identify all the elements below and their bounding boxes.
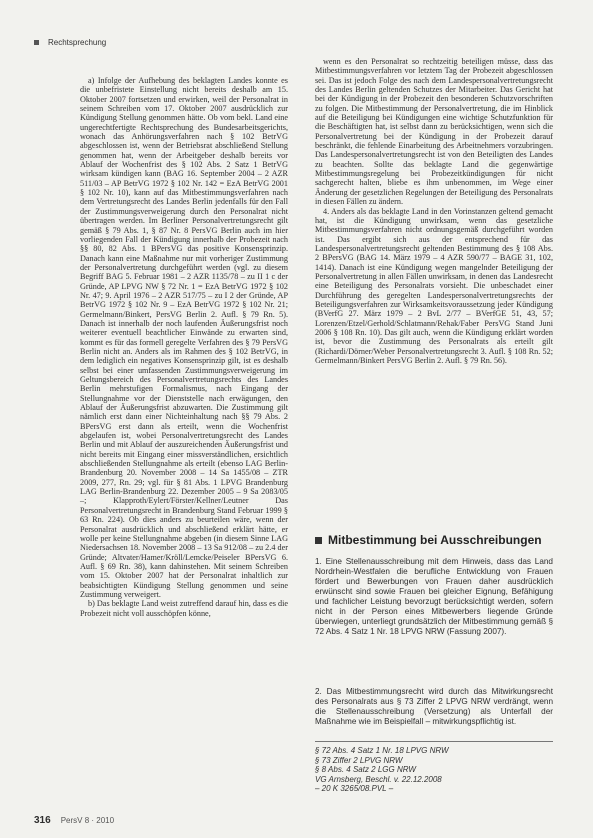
reference-line: § 72 Abs. 4 Satz 1 Nr. 18 LPVG NRW (315, 746, 449, 755)
header-section-title: Rechtsprechung (48, 38, 107, 47)
left-column (80, 76, 288, 618)
paragraph: a) Infolge der Aufhebung des beklagten Landes konnte es die unbefristete Einstellung nicht bereits deshalb am 15. Oktober 2007 fortsetzen und erwirken, weil der Personalrat in seinem Schreiben vom 17. Oktober 2007 ausdrücklich zur Kündigung Stellung genommen hätte. Ob vom bekl. Land eine ungerechtfertigte Rechtsprechung des Bundesarbeitsgerichts, wonach das Anhörungsverfahren nach § 102 BetrVG abgeschlossen ist, wenn der Betriebsrat abschließend Stellung genommen hat, wenn der Arbeitgeber deshalb bereits vor Ablauf der Wochenfrist des § 102 Abs. 2 Satz 1 BetrVG wirksam kündigen kann (BAG 16. September 2004 – 2 AZR 511/03 – AP BetrVG 1972 § 102 Nr. 142 = EzA BetrVG 2001 § 102 Nr. 10), kann auf das Mitbestimmungsverfahren nach dem Vertretungsrecht des Landes Berlin jedenfalls für den Fall der Zustimmungsverweigerung durch den Personalrat nicht übertragen werden. Im Berliner Personalvertretungsrecht gilt gemäß § 79 Abs. 1, § 87 Nr. 8 PersVG Berlin auch im hier vorliegenden Fall der Kündigung innerhalb der Probezeit nach §§ 80, 82 Abs. 1 BPersVG das positive Konsensprinzip. Danach kann eine Maßnahme nur mit vorheriger Zustimmung der Personalvertretung durchgeführt werden (vgl. zu diesem Begriff BAG 5. Februar 1981 – 2 AZR 1135/78 – zu II 1 c der Gründe, AP LPVG NW § 72 Nr. 1 = EzA BetrVG 1972 § 102 Nr. 47; 9. April 1976 – 2 AZR 517/75 – zu I 2 der Gründe, AP BetrVG 1972 § 102 Nr. 9 – EzA BetrVG 1972 § 102 Nr. 21; Germelmann/Binkert, PersVG Berlin 2. Aufl. § 79 Rn. 5). Danach ist innerhalb der noch laufenden Äußerungsfrist noch weiterer eventuell beachtlicher Einwände zu erwarten sind, kommt es für das formell geregelte Verfahren des § 79 PersVG Berlin nicht an. Anders als im Rahmen des § 102 BetrVG, in dem lediglich ein negatives Konsensprinzip gilt, ist es deshalb selbst bei einer umfassenden Zustimmungsverweigerung im Geltungsbereich des Personalvertretungsrechts des Landes Berlin mehrstufigen Formalismus, nach Eingang der Stellungnahme vor der Dienststelle nach erwägungen, den Ablauf der Äußerungsfrist abzuwarten. Die Zustimmung gilt nämlich erst dann einer Nichteinhaltung nach §§ 79 Abs. 2 BPersVG erst dann als erteilt, wenn die Wochenfrist abgelaufen ist, wobei Personalvertretungsrecht des Landes Berlin und mit Ablauf der auszureichenden Äußerungsfrist und nicht bereits mit Eingang einer missverständlichen, ersichtlich abschließenden Stellungnahme als erteilt (ebenso LAG Berlin-Brandenburg 20. November 2008 – 14 Sa 1455/08 – ZTR 2009, 277, Rn. 29; vgl. für § 81 Abs. 1 LPVG Brandenburg LAG Berlin-Brandenburg 22. Dezember 2005 – 9 Sa 2083/05 –; Klapproth/Eylert/Förster/Kellner/Leutner Das Personalvertretungsrecht in Brandenburg Stand Februar 1999 § 63 Rn. 224). Ob dies anders zu beurteilen wäre, wenn der Personalrat ausdrücklich und abschließend erklärt hätte, er wolle per keine Stellungnahme abgeben (in diesem Sinne LAG Niedersachsen 18. November 2008 – 13 Sa 912/08 – zu 2.4 der Gründe; Altvater/Hamer/Kröll/Lemcke/Peiseler BPersVG 6. Aufl. § 69 Rn. 38), kann dahinstehen. Mit seinem Schreiben vom 15. Oktober 2007 hat der Personalrat inhaltlich zur beabsichtigten Kündigung Stellung genommen und seine Zustimmung verweigert. (80, 76, 288, 599)
paragraph: b) Das beklagte Land weist zutreffend darauf hin, dass es die Probezeit nicht voll ausschöpfen könne, (80, 599, 288, 618)
page-number: 316 (34, 815, 51, 826)
running-header (34, 38, 106, 47)
section-title: Mitbestimmung bei Ausschreibungen (328, 533, 542, 547)
paragraph: 4. Anders als das beklagte Land in den Vorinstanzen geltend gemacht hat, ist die Kündigung unwirksam, wenn das gesetzliche Mitbestimmungsverfahren nicht ordnungsgemäß durchgeführt worden ist. Das ergibt sich aus der entsprechend für das Landespersonalvertretungsrecht geltenden Bestimmung des § 108 Abs. 2 BPersVG (BAG 14. März 1979 – 4 AZR 590/77 – BAGE 31, 102, 1414). Danach ist eine Kündigung wegen mangelnder Beteiligung der Personalvertretung in allen Fällen unwirksam, in denen das Landesrecht eine Beteiligung des Personalrats vorsieht. Die unbeschadet einer Durchführung des geregelten Landespersonalvertretungsrechts der Beteiligungsverfahren zur Wirksamkeitsvoraussetzung jeder Kündigung (BVerfG 27. März 1979 – 2 BvL 2/77 – BVerfGE 51, 43, 57; Lorenzen/Etzel/Gerhold/Schlatmann/Rehak/Faber PersVG Stand Juni 2006 § 108 Rn. 10). Das gilt auch, wenn die Kündigung erklärt worden ist, bevor die Zustimmung des Personalrats als erteilt gilt (Richardi/Dörner/Weber Personalvertretungsrecht 3. Aufl. § 108 Rn. 52; Germelmann/Binkert PersVG Berlin 2. Aufl. § 79 Rn. 56). (315, 206, 553, 365)
legal-references (315, 746, 553, 794)
guiding-principle-1: 1. Eine Stellenausschreibung mit dem Hinweis, dass das Land Nordrhein-Westfalen die berufliche Entwicklung von Frauen fördert und Bewerbungen von Frauen daher ausdrücklich erwünscht sind sowie Frauen bei gleicher Eignung, Befähigung und fachlicher Leistung bevorzugt berücksichtigt werden, sofern nicht in der Person eines Mitbewerbers liegende Gründe überwiegen, unterliegt grundsätzlich der Mitbestimmung gemäß § 72 Abs. 4 Satz 1 Nr. 18 LPVG NRW (Fassung 2007). (315, 557, 553, 636)
section-heading (315, 533, 553, 547)
header-square-icon (34, 40, 39, 45)
divider (315, 741, 553, 742)
reference-line: § 8 Abs. 4 Satz 2 LGG NRW (315, 765, 416, 774)
page-footer (34, 815, 114, 826)
reference-line: VG Arnsberg, Beschl. v. 22.12.2008 (315, 774, 442, 784)
paragraph: wenn es den Personalrat so rechtzeitig beteiligen müsse, dass das Mitbestimmungsverfahren vor letztem Tag der Probezeit abgeschlossen sei. Das ist jedoch Folge des nach dem Landespersonalvertretungsrecht des Landes Berlin geltenden Schutzes der Mitarbeiter. Das Gericht hat bei der Kündigung in der Probezeit den besonderen Schutzvorschriften zu folgen. Die Mitbestimmung der Personalvertretung, die im Hinblick auf die Beteiligung bei Kündigungen eine wichtige Schutzfunktion für die Beschäftigten hat, ist selbst dann zu berücksichtigen, wenn sich die Personalvertretung bei der Kündigung in der Probezeit darauf beschränkt, die fehlende Einarbeitung des Arbeitnehmers vorzubringen. Das Landespersonalvertretungsrecht ist von den Beteiligten des Landes zu beachten. Sollte das beklagte Land die gegenwärtige Mitbestimmungsregelung bei Probezeitkündigungen für nicht sachgerecht halten, bliebe es ihm unbenommen, im Wege einer Änderung der gesetzlichen Regelungen der Beteiligung des Personalrats in diesen Fällen zu ändern. (315, 57, 553, 207)
reference-line: § 73 Ziffer 2 LPVG NRW (315, 755, 403, 765)
heading-square-icon (315, 537, 322, 544)
issue-label: PersV 8 · 2010 (60, 816, 115, 825)
reference-line: – 20 K 3265/08.PVL – (315, 784, 394, 793)
guiding-principle-2: 2. Das Mitbestimmungsrecht wird durch das Mitwirkungsrecht des Personalrats aus § 73 Ziffer 2 LPVG NRW verdrängt, wenn die Stellenausschreibung (Versetzung) als Unterfall der Maßnahme wie im Beispielfall – mitwirkungspflichtig ist. (315, 687, 553, 726)
right-column (315, 57, 553, 365)
